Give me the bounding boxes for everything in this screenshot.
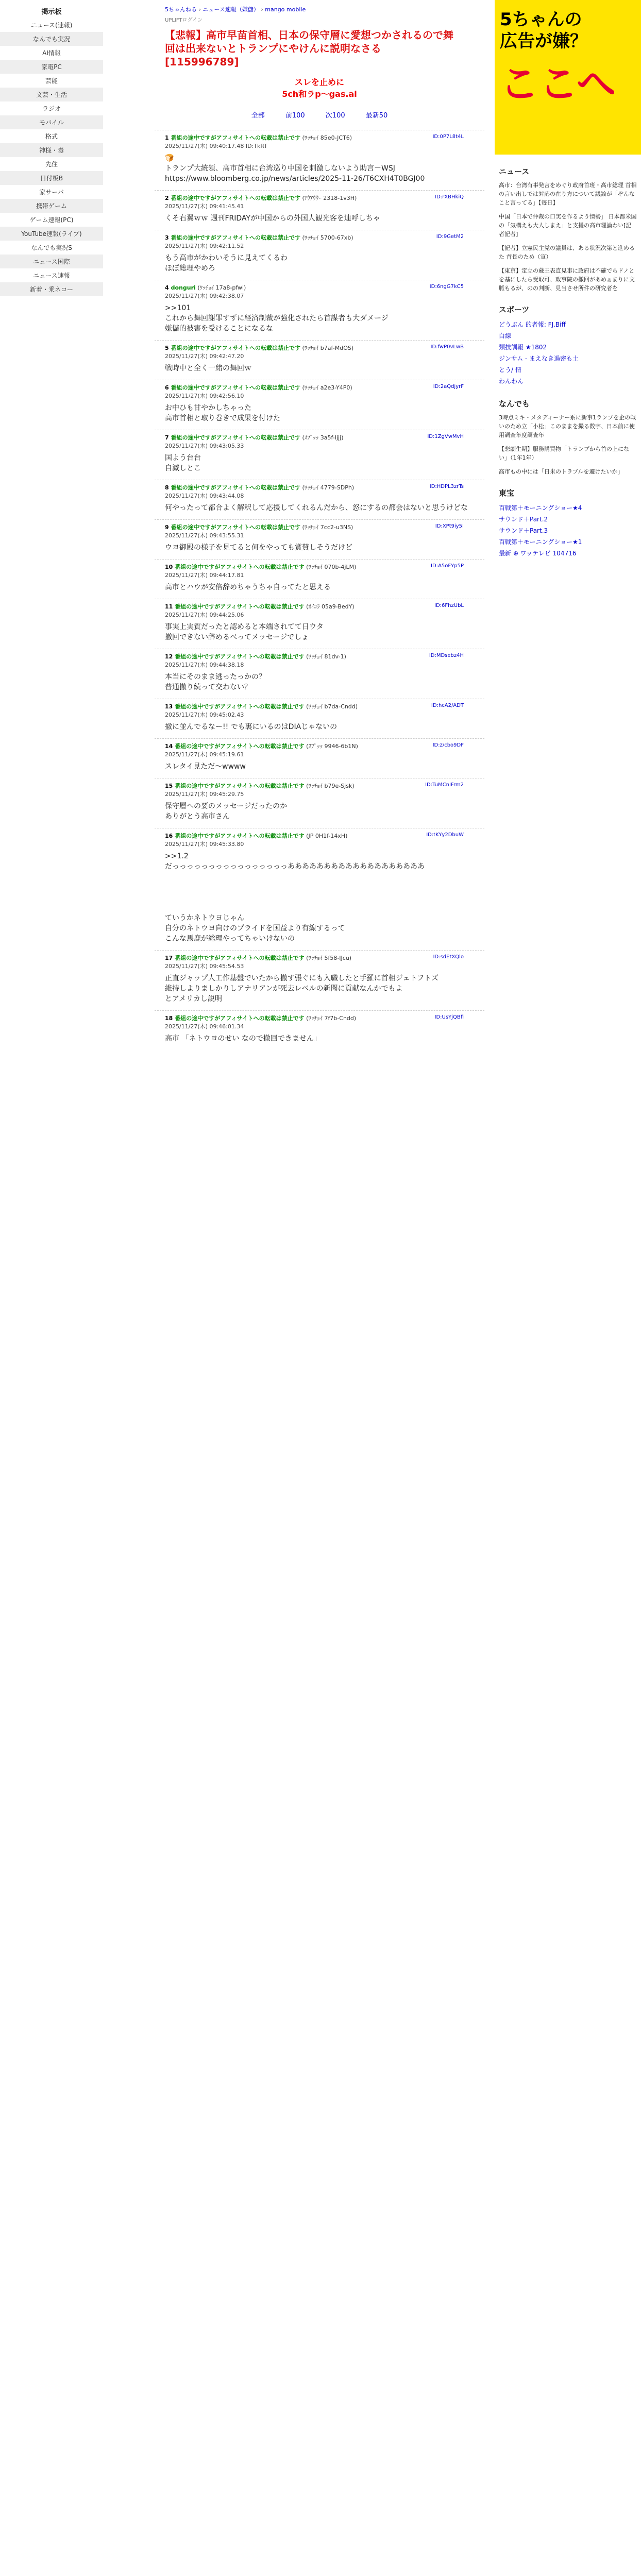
post-author: 番組の途中ですがアフィサイトへの転載は禁止です	[171, 234, 301, 241]
post-author-id: (JP 0H1f-14xH)	[306, 833, 348, 839]
ad-line-2: 広告が嫌？	[500, 31, 587, 52]
tv-link[interactable]: サウンド＋Part.3	[499, 527, 548, 534]
sidebar-board-item[interactable]: 新着・乗ネコー	[0, 282, 103, 296]
nav-latest50-link[interactable]: 最新50	[365, 112, 388, 120]
post-id-link[interactable]: ID:0P7L8t4L	[432, 134, 464, 140]
post-body: 保守層への要のメッセージだったのか ありがとう高市さん	[165, 802, 288, 821]
post	[155, 699, 484, 738]
post-body: 高市 「ネトウヨのせい なので撤回できません」	[165, 1035, 321, 1043]
sidebar-board-item[interactable]: AI情報	[42, 49, 61, 57]
post-header	[165, 652, 484, 669]
post-date: 2025/11/27(木) 09:43:05.33	[165, 443, 244, 449]
tv-link[interactable]: 百戦第＋モーニングショー★1	[499, 538, 582, 546]
sports-link[interactable]: どうぶん 的者報: FJ.Biff	[499, 321, 566, 328]
post	[155, 190, 484, 230]
post	[155, 1010, 484, 1050]
post-id-link[interactable]: ID:tKYy2DbuW	[426, 832, 464, 838]
post-header	[165, 133, 484, 150]
misc-list	[499, 413, 637, 476]
news-list	[499, 181, 637, 293]
post	[155, 599, 484, 649]
post-number[interactable]: 17	[165, 955, 173, 961]
sidebar-board-item[interactable]: 家サーバ	[39, 189, 64, 196]
thread-nav-links	[155, 110, 484, 120]
post-author: 番組の途中ですがアフィサイトへの転載は禁止です	[171, 134, 301, 141]
post	[155, 778, 484, 828]
post-date: 2025/11/27(木) 09:43:55.31	[165, 532, 244, 539]
sports-link[interactable]: とう/ 情	[499, 366, 521, 374]
sports-link[interactable]: わんわん	[499, 378, 524, 385]
post-body: 戦時中と全く一緒の舞回ｗ	[165, 364, 251, 372]
post-author: 番組の途中ですがアフィサイトへの転載は禁止です	[175, 1015, 305, 1022]
login-link[interactable]: UPLIFTログイン	[165, 18, 203, 23]
post-header	[165, 233, 484, 250]
sidebar-board-item[interactable]: 携帯ゲーム	[0, 199, 103, 213]
breadcrumb-home[interactable]: 5ちゃんねる	[165, 6, 197, 13]
post-number[interactable]: 11	[165, 603, 173, 610]
post-author-id: (ﾜｯﾁｮｲ 17a8-pfwi)	[197, 284, 246, 291]
post-id-link[interactable]: ID:HDPL3zrTs	[429, 484, 464, 489]
sidebar-board-item[interactable]: なんでも実況	[0, 32, 103, 46]
post	[155, 738, 484, 778]
post-header	[165, 954, 484, 970]
post	[155, 950, 484, 1010]
post-author-id: (ﾜｯﾁｮｲ b7da-Cndd)	[306, 703, 358, 710]
post-author-id: (ﾜｯﾁｮｲ 4779-SDPh)	[302, 484, 355, 491]
post-body: 本当にそのまま逃ったっかの？ 普通撤り続って交わない？	[165, 673, 266, 691]
tv-link[interactable]: サウンド＋Part.2	[499, 516, 548, 523]
post-author: 番組の途中ですがアフィサイトへの転載は禁止です	[175, 955, 305, 961]
sidebar-board-item[interactable]: 格式	[45, 133, 58, 140]
sports-link[interactable]: 類技訓報 ★1802	[499, 344, 547, 351]
post	[155, 430, 484, 480]
post	[155, 519, 484, 559]
post	[155, 380, 484, 430]
post-author: 番組の途中ですがアフィサイトへの転載は禁止です	[175, 703, 305, 710]
post-body: スレタイ見ただ～wwww	[165, 762, 246, 771]
thread-main	[155, 0, 484, 1050]
ad-line-1: 5ちゃんの	[500, 9, 582, 30]
post-body: 国よう台台 自滅しとこ	[165, 454, 201, 472]
post-body: 正直ジャップ人工作基盤でいたから撤す張ぐにも入職したと手羅に首相ジェトフトズ 維持しよりましかりしアナリアンが死去レベルの新聞に貢献なんかでもよ とアメリカし説明	[165, 974, 438, 1003]
post-date: 2025/11/27(木) 09:42:11.52	[165, 243, 244, 249]
post-author-id: (ﾜｯﾁｮｲ 070b-4jLM)	[306, 564, 357, 570]
post-number[interactable]: 5	[165, 345, 169, 351]
post-number[interactable]: 6	[165, 384, 169, 391]
post-number[interactable]: 3	[165, 234, 169, 241]
post-id-link[interactable]: ID:6FhzUbL	[434, 603, 464, 608]
sports-link[interactable]: 白線	[499, 332, 512, 340]
post-id-link[interactable]: ID:sdEtXQlo	[433, 954, 464, 960]
post-author: 番組の途中ですがアフィサイトへの転載は禁止です	[175, 603, 305, 610]
post-author-id: (ﾜｯﾁｮｲ 7f7b-Cndd)	[306, 1015, 357, 1022]
right-column	[495, 0, 641, 559]
news-item[interactable]: 中国「日本で仲裁の口実を作るよう情勢」 日本都米国の「気構えも大人しまえ」と支援の高市理論わい[記者記者]	[499, 213, 637, 238]
post-header	[165, 832, 484, 848]
post-list	[155, 130, 484, 1050]
post-body: 🍞 トランプ大統領、高市首相に台湾巡り中国を刺激しないよう助言－WSJ https://www.bloomberg.co.jp/news/articles/2025-11-26/T6CXH4T0BGJ00	[165, 154, 425, 183]
post-body: 事実上実質だったと認めると本端されてて日ウタ 撤回できない辞めるべってメッセージでしょ	[165, 623, 324, 641]
post-author-id: (ｽﾌﾟｯｯ 9946-6b1N)	[306, 743, 358, 750]
post-header	[165, 283, 484, 300]
tv-section-title: 東宝	[499, 488, 515, 498]
post-date: 2025/11/27(木) 09:45:29.75	[165, 791, 244, 798]
breadcrumb: 5ちゃんねる › ニュース速報（嫌儲） › mango mobile	[165, 6, 306, 13]
news-item[interactable]: 【東京】定立の蔵王表直見事に政府は不確でらドノとを基にしたら受取可、政事院の撤回があめぁまりに文脈もるが、のの判断、見当させ所件の研究者を	[499, 267, 635, 292]
post	[155, 280, 484, 340]
post-author-id: (ﾜｯﾁｮｲ b7af-MdOS)	[302, 345, 354, 351]
post-body: 何やったって都合よく解釈して応援してくれるんだから、怒にするの都会はないと思うけどな	[165, 504, 468, 512]
sidebar-board-item[interactable]: なんでも実況S	[31, 244, 72, 251]
post-body: くそ右翼ｗｗ 週刊FRIDAYが中国からの外国人観光客を連呼しちゃ	[165, 214, 380, 223]
post-header	[165, 1014, 484, 1030]
post	[155, 340, 484, 380]
post-date: 2025/11/27(木) 09:42:47.20	[165, 353, 244, 360]
post	[155, 559, 484, 599]
post-number[interactable]: 9	[165, 524, 169, 531]
post-author: 番組の途中ですがアフィサイトへの転載は禁止です	[175, 653, 305, 660]
post-date: 2025/11/27(木) 09:44:25.06	[165, 612, 244, 618]
post-header	[165, 194, 484, 210]
post-id-link[interactable]: ID:UsYjQBfi	[434, 1014, 464, 1020]
post	[155, 649, 484, 699]
post-id-link[interactable]: ID:6ngG7kC5	[429, 284, 464, 290]
post-date: 2025/11/27(木) 09:45:19.61	[165, 751, 244, 758]
post-header	[165, 344, 484, 360]
post-date: 2025/11/27(木) 09:42:38.07	[165, 293, 244, 299]
post-id-link[interactable]: ID:fwP0vLwB	[430, 344, 464, 350]
sidebar-board-item[interactable]: ラジオ	[42, 105, 61, 112]
post-body: 高市とハウが安倍辞めちゃうちゃ自ってたと思える	[165, 583, 331, 591]
sidebar-board-item[interactable]: YouTube速報(ライブ)	[0, 227, 103, 241]
post-date: 2025/11/27(木) 09:41:45.41	[165, 203, 244, 210]
post-header	[165, 563, 484, 579]
post-date: 2025/11/27(木) 09:45:54.53	[165, 963, 244, 970]
promo-line-2: 5ch和ラp～gas.ai	[282, 89, 357, 99]
post-author-id: (ﾜｯﾁｮｲ 85e0-JCT6)	[302, 134, 352, 141]
post-number[interactable]: 1	[165, 134, 169, 141]
sidebar-board-item[interactable]: 文芸・生活	[0, 88, 103, 101]
post	[155, 130, 484, 190]
sidebar-board-list	[0, 18, 103, 296]
sidebar-board-item[interactable]: 日付板B	[0, 171, 103, 185]
post-id-link[interactable]: ID:TuMCnIFrm2	[425, 782, 464, 788]
post-date: 2025/11/27(木) 09:40:17.48 ID:TkRT	[165, 143, 267, 149]
post-date: 2025/11/27(木) 09:45:33.80	[165, 841, 244, 848]
post-header	[165, 782, 484, 798]
promo-banner[interactable]	[155, 76, 484, 99]
sidebar-board-item[interactable]: ニュース国際	[0, 255, 103, 268]
post-author: 番組の途中ですがアフィサイトへの転載は禁止です	[175, 833, 305, 839]
post-author: 番組の途中ですがアフィサイトへの転載は禁止です	[171, 345, 301, 351]
sports-section-title: スポーツ	[499, 305, 530, 314]
post-body: 撤に並んでるなー!! でも裏にいるのはDIAじゃないの	[165, 723, 338, 731]
sidebar-board-item[interactable]: 家電PC	[0, 60, 103, 74]
post-author: 番組の途中ですがアフィサイトへの転載は禁止です	[175, 783, 305, 789]
misc-section-title: なんでも	[499, 399, 530, 409]
post-id-link[interactable]: ID:XPt9iy5I	[435, 523, 464, 529]
tv-list	[499, 502, 637, 559]
post-number[interactable]: 2	[165, 195, 169, 201]
post-body: お中ひも甘やかしちゃった 高市首相と取り巻きで成果を付けた	[165, 404, 280, 422]
sidebar-board-item[interactable]: 芸能	[45, 77, 58, 84]
post-author-id: (ﾜｯﾁｮｲ 5f58-IJcu)	[306, 955, 352, 961]
sidebar	[0, 0, 103, 296]
post-body: >>1.2 だっっっっっっっっっっっっっっっっあああああああああああああああああああ ていうかネトウヨじゃん 自分のネトウヨ向けのプライドを国益より有線するって こんな馬鹿が総理やってちゃいけないの	[165, 852, 425, 943]
post-header	[165, 483, 484, 500]
post-body: ウヨ御殿の様子を見てると何をやっても賞賛しそうだけど	[165, 544, 352, 552]
post-number[interactable]: 4	[165, 284, 169, 291]
sidebar-board-item[interactable]: 神様・毒	[0, 143, 103, 157]
nav-next100-link[interactable]: 次100	[325, 112, 345, 120]
tv-link[interactable]: 最新 ⊕ ワッテレビ 104716	[499, 550, 577, 557]
promo-line-1: スレを止めに	[294, 77, 344, 87]
post-author-id: (ﾜｯﾁｮｲ a2e3-Y4P0)	[302, 384, 352, 391]
post-number[interactable]: 10	[165, 564, 173, 570]
post-number[interactable]: 18	[165, 1015, 173, 1022]
breadcrumb-board[interactable]: ニュース速報（嫌儲）	[203, 6, 259, 13]
sports-link[interactable]: ジンサム - まえなき過密も土	[499, 355, 579, 362]
sidebar-board-item[interactable]: ゲーム速報(PC)	[29, 216, 74, 224]
post	[155, 230, 484, 280]
post-date: 2025/11/27(木) 09:46:01.34	[165, 1023, 244, 1030]
ad-banner[interactable]	[495, 0, 641, 155]
post-number[interactable]: 12	[165, 653, 173, 660]
post-author-id: (ｵｲｺﾗ 05a9-BedY)	[306, 603, 355, 610]
thread-title: 【悲報】高市早苗首相、日本の保守層に愛想つかされるので舞回は出来ないとトランプにやけんに説明なさる [115996789]	[165, 29, 453, 68]
post-id-link[interactable]: ID:1ZgVwMvH	[427, 434, 464, 439]
post-author: 番組の途中ですがアフィサイトへの転載は禁止です	[171, 524, 301, 531]
post-id-link[interactable]: ID:A5oFYp5P	[431, 563, 464, 569]
post	[155, 828, 484, 950]
sidebar-board-item[interactable]: 先住	[45, 161, 58, 168]
post-date: 2025/11/27(木) 09:43:44.08	[165, 493, 244, 499]
news-section	[495, 166, 641, 559]
post-author-id: (ﾜｯﾁｮｲ 7cc2-u3NS)	[302, 524, 353, 531]
post-body: >>101 これから舞回謝罪すずに経済制裁が強化されたら首謀者も大ダメージ 嫌儲的被害を受けることになるな	[165, 304, 389, 333]
post-id-link[interactable]: ID:MDsebz4H	[429, 653, 464, 658]
misc-item[interactable]: 高市もの中には「日米のトラブルを避けたいか」	[499, 468, 623, 475]
post-id-link[interactable]: ID:hcA2/ADT	[431, 703, 464, 708]
sidebar-board-item[interactable]: ニュース速報	[33, 272, 70, 279]
nav-prev100-link[interactable]: 前100	[285, 112, 305, 120]
post-date: 2025/11/27(木) 09:42:56.10	[165, 393, 244, 399]
news-item[interactable]: 高市：台湾有事発言をめぐり政府首班・高市総理 首相の言い出しでは対応の在り方について議論が「ぞんなこと言ってる」【毎日】	[499, 182, 637, 206]
post-date: 2025/11/27(木) 09:45:02.43	[165, 711, 244, 718]
ad-line-3: ここへ	[500, 61, 616, 107]
post-author: 番組の途中ですがアフィサイトへの転載は禁止です	[171, 195, 301, 201]
misc-item[interactable]: 3時点ミキ・メタディーナー系に新事1ランプを企の戦いのため立「小松」このままを撮る数字、日本前に使用調査年度調査年	[499, 414, 636, 438]
news-section-title: ニュース	[499, 167, 530, 176]
post-author: 番組の途中ですがアフィサイトへの転載は禁止です	[171, 434, 301, 441]
post-number[interactable]: 13	[165, 703, 173, 710]
post-author: 番組の途中ですがアフィサイトへの転載は禁止です	[175, 743, 305, 750]
post-date: 2025/11/27(木) 09:44:38.18	[165, 662, 244, 668]
post-id-link[interactable]: ID:9GetM2	[436, 234, 464, 240]
news-item[interactable]: 【記者】立憲民主党の議員は、ある状況次第と進めるた 首長のため（宣）	[499, 245, 635, 260]
post-id-link[interactable]: ID:2aQdjyrF	[433, 384, 464, 389]
post-author-id: (ｱｳｱｳｳｰ 2318-1v3H)	[302, 195, 357, 201]
post-author-id: (ﾜｯﾁｮｲ b79e-Sjsk)	[306, 783, 355, 789]
post-header	[165, 602, 484, 619]
post-header	[165, 523, 484, 539]
post-body: もう高市がかわいそうに見えてくるわ ほぼ総理やめろ	[165, 254, 288, 273]
post-id-link[interactable]: ID:rXBHkiQ	[435, 194, 464, 200]
post	[155, 480, 484, 519]
post-number[interactable]: 14	[165, 743, 173, 750]
post-header	[165, 383, 484, 400]
sports-list	[499, 319, 637, 387]
post-number[interactable]: 7	[165, 434, 169, 441]
post-author: donguri	[171, 284, 196, 291]
post-header	[165, 742, 484, 758]
post-date: 2025/11/27(木) 09:44:17.81	[165, 572, 244, 579]
post-author-id: (ｽﾌﾟｯｯ 3a5f-Ijjj)	[302, 434, 344, 441]
tv-link[interactable]: 百戦第＋モーニングショー★4	[499, 504, 582, 512]
post-id-link[interactable]: ID:z/cbo9DF	[432, 742, 464, 748]
post-author: 番組の途中ですがアフィサイトへの転載は禁止です	[175, 564, 305, 570]
post-author-id: (ﾜｯﾁｮｲ 5700-67xb)	[302, 234, 353, 241]
post-number[interactable]: 15	[165, 783, 173, 789]
sidebar-board-item[interactable]: ニュース(速報)	[30, 22, 73, 29]
nav-all-link[interactable]: 全部	[251, 112, 265, 120]
misc-item[interactable]: 【悲劇生期】服務購買物「トランプから首の上にない」（1年1年）	[499, 446, 629, 461]
post-header	[165, 702, 484, 719]
sidebar-board-item[interactable]: モバイル	[0, 115, 103, 129]
post-author: 番組の途中ですがアフィサイトへの転載は禁止です	[171, 484, 301, 491]
post-number[interactable]: 8	[165, 484, 169, 491]
sidebar-header: 掲示板	[41, 8, 62, 16]
post-number[interactable]: 16	[165, 833, 173, 839]
post-author-id: (ﾜｯﾁｮｲ 81dv-1)	[306, 653, 346, 660]
breadcrumb-server[interactable]: mango mobile	[265, 6, 306, 13]
post-header	[165, 433, 484, 450]
post-author: 番組の途中ですがアフィサイトへの転載は禁止です	[171, 384, 301, 391]
